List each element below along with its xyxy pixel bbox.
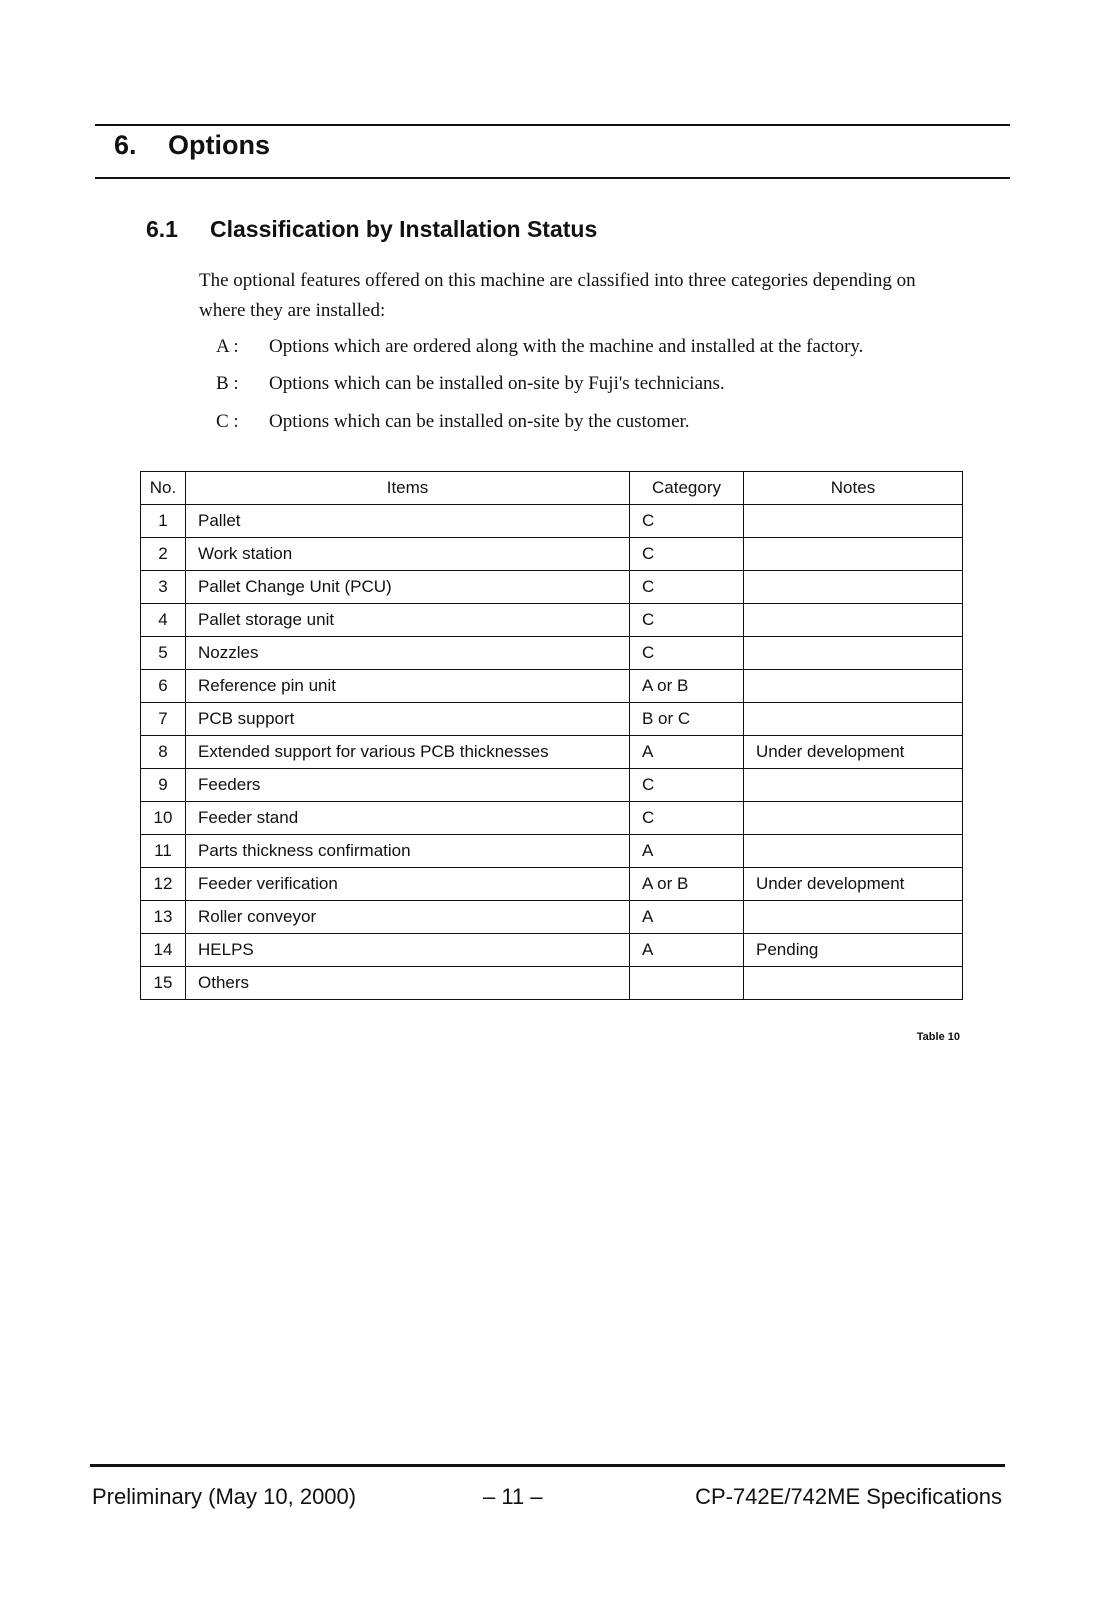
- cell-no: 4: [141, 604, 186, 637]
- cell-notes: [744, 802, 963, 835]
- cell-category: B or C: [630, 703, 744, 736]
- table-row: [141, 505, 963, 538]
- page-number: – 11 –: [483, 1484, 543, 1509]
- cell-notes: [744, 769, 963, 802]
- cell-no: 12: [141, 868, 186, 901]
- table-row: [141, 670, 963, 703]
- table-row: [141, 736, 963, 769]
- intro-paragraph: The optional features offered on this machine are classified into three categories depending on where they are installed:: [199, 270, 916, 321]
- cell-item: Nozzles: [186, 637, 630, 670]
- cell-item: HELPS: [186, 934, 630, 967]
- category-b: [216, 373, 725, 395]
- cell-notes: Pending: [744, 934, 963, 967]
- options-table: [140, 471, 963, 1000]
- category-text: Options which can be installed on-site by the customer.: [269, 411, 690, 432]
- cell-category: C: [630, 538, 744, 571]
- cell-item: Roller conveyor: [186, 901, 630, 934]
- cell-item: Pallet storage unit: [186, 604, 630, 637]
- section-rule: [95, 177, 1010, 179]
- category-label: C :: [216, 411, 239, 432]
- cell-category: C: [630, 802, 744, 835]
- header-category: Category: [630, 472, 744, 505]
- table-row: [141, 769, 963, 802]
- section-title: Options: [168, 130, 270, 160]
- header-no: No.: [141, 472, 186, 505]
- category-text: Options which are ordered along with the machine and installed at the factory.: [269, 336, 864, 357]
- subsection-title: Classification by Installation Status: [210, 216, 598, 242]
- cell-no: 8: [141, 736, 186, 769]
- cell-notes: [744, 505, 963, 538]
- section-heading: [114, 130, 270, 161]
- cell-notes: [744, 703, 963, 736]
- category-c: [216, 411, 690, 433]
- cell-notes: Under development: [744, 868, 963, 901]
- top-rule: [95, 124, 1010, 126]
- cell-notes: [744, 604, 963, 637]
- cell-category: C: [630, 604, 744, 637]
- cell-no: 10: [141, 802, 186, 835]
- cell-notes: [744, 967, 963, 1000]
- cell-notes: Under development: [744, 736, 963, 769]
- subsection-heading: [146, 216, 597, 243]
- cell-notes: [744, 670, 963, 703]
- table-row: [141, 538, 963, 571]
- table-header-row: [141, 472, 963, 505]
- table-row: [141, 868, 963, 901]
- cell-notes: [744, 538, 963, 571]
- cell-category: A or B: [630, 868, 744, 901]
- table-row: [141, 604, 963, 637]
- cell-category: C: [630, 571, 744, 604]
- cell-notes: [744, 901, 963, 934]
- table-row: [141, 967, 963, 1000]
- header-notes: Notes: [744, 472, 963, 505]
- cell-category: A or B: [630, 670, 744, 703]
- table-row: [141, 934, 963, 967]
- table-caption: Table 10: [916, 1031, 960, 1043]
- category-label: A :: [216, 336, 239, 357]
- cell-no: 14: [141, 934, 186, 967]
- category-a: [216, 336, 863, 358]
- table-row: [141, 802, 963, 835]
- header-items: Items: [186, 472, 630, 505]
- cell-category: C: [630, 769, 744, 802]
- cell-no: 7: [141, 703, 186, 736]
- cell-item: Feeders: [186, 769, 630, 802]
- cell-item: Parts thickness confirmation: [186, 835, 630, 868]
- table-row: [141, 835, 963, 868]
- cell-no: 2: [141, 538, 186, 571]
- cell-no: 5: [141, 637, 186, 670]
- cell-notes: [744, 637, 963, 670]
- cell-no: 15: [141, 967, 186, 1000]
- cell-category: C: [630, 505, 744, 538]
- category-text: Options which can be installed on-site by Fuji's technicians.: [269, 373, 725, 394]
- table-row: [141, 571, 963, 604]
- cell-item: Feeder stand: [186, 802, 630, 835]
- cell-item: Pallet: [186, 505, 630, 538]
- cell-item: Work station: [186, 538, 630, 571]
- cell-category: A: [630, 934, 744, 967]
- subsection-number: 6.1: [146, 216, 178, 242]
- cell-notes: [744, 571, 963, 604]
- cell-item: Reference pin unit: [186, 670, 630, 703]
- cell-category: A: [630, 835, 744, 868]
- cell-item: Extended support for various PCB thicknesses: [186, 736, 630, 769]
- cell-item: Others: [186, 967, 630, 1000]
- cell-category: C: [630, 637, 744, 670]
- cell-no: 6: [141, 670, 186, 703]
- category-label: B :: [216, 373, 239, 394]
- cell-item: PCB support: [186, 703, 630, 736]
- footer-left: Preliminary (May 10, 2000): [92, 1484, 357, 1509]
- cell-item: Feeder verification: [186, 868, 630, 901]
- cell-no: 1: [141, 505, 186, 538]
- footer-right: CP-742E/742ME Specifications: [695, 1484, 1002, 1509]
- cell-item: Pallet Change Unit (PCU): [186, 571, 630, 604]
- cell-no: 11: [141, 835, 186, 868]
- section-number: 6.: [114, 130, 137, 160]
- footer-rule: [90, 1464, 1005, 1467]
- cell-category: A: [630, 736, 744, 769]
- cell-no: 9: [141, 769, 186, 802]
- table-row: [141, 637, 963, 670]
- cell-category: A: [630, 901, 744, 934]
- table-row: [141, 703, 963, 736]
- cell-no: 3: [141, 571, 186, 604]
- table-row: [141, 901, 963, 934]
- cell-notes: [744, 835, 963, 868]
- cell-category: [630, 967, 744, 1000]
- cell-no: 13: [141, 901, 186, 934]
